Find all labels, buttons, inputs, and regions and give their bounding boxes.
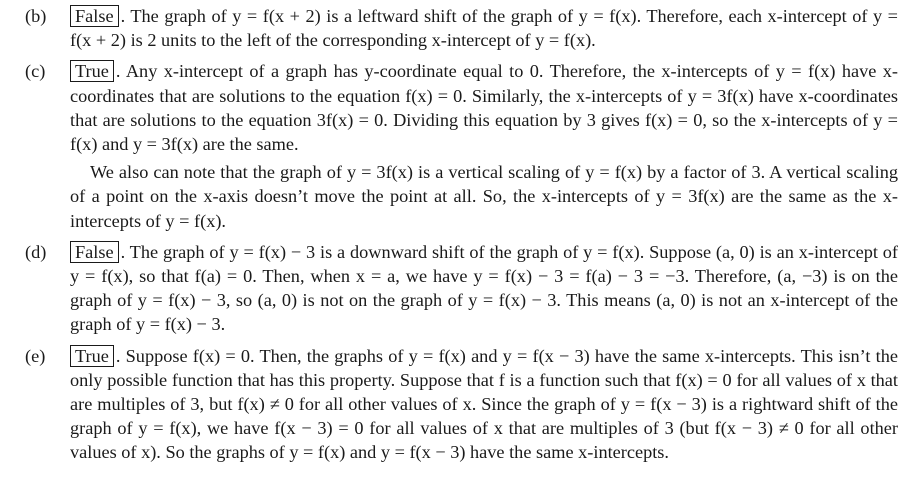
solution-c [8,59,898,232]
solution-d [8,240,898,337]
item-label: (c) [25,61,46,82]
answer-box: False [70,241,119,263]
solution-text: . Any x-intercept of a graph has y-coordinate equal to 0. Therefore, the x-intercepts of y = f(x) have x-coordinates that are solutions to the equation f(x) = 0. Similarly, the x-intercepts of y = 3f(x) have x-coordinates that are solutions to the equation 3f(x) = 0. Dividing this equation by 3 gives f(x) = 0, so the x-intercepts of y = f(x) and y = 3f(x) are the same. [70,61,898,155]
solution-paragraph [70,59,898,156]
item-label: (d) [25,241,47,262]
solution-paragraph [70,240,898,337]
solution-b [8,4,898,52]
answer-box: True [70,60,114,82]
answer-box: False [70,5,119,27]
answer-box: True [70,345,114,367]
solution-text: . Suppose f(x) = 0. Then, the graphs of y = f(x) and y = f(x − 3) have the same x-intercepts. This isn’t the only possible function that has this property. Suppose that f is a function such that f(x) = 0 for all values of x that are multiples of 3, but f(x) ≠ 0 for all other values of x. Since the graph of y = f(x − 3) is a rightward shift of the graph of y = f(x), we have f(x − 3) = 0 for all values of x that are multiples of 3 (but f(x − 3) ≠ 0 for all other values of x). So the graphs of y = f(x) and y = f(x − 3) have the same x-intercepts. [70,345,898,463]
solution-text: . The graph of y = f(x) − 3 is a downward shift of the graph of y = f(x). Suppose (a, 0) is an x-intercept of y = f(x), so that f(a) = 0. Then, when x = a, we have y = f(x) − 3 = f(a) − 3 = −3. Therefore, (a, −3) is on the graph of y = f(x) − 3, so (a, 0) is not on the graph of y = f(x) − 3. This means (a, 0) is not an x-intercept of the graph of y = f(x) − 3. [70,241,898,335]
solution-text: . The graph of y = f(x + 2) is a leftward shift of the graph of y = f(x). Therefore, each x-intercept of y = f(x + 2) is 2 units to the left of the corresponding x-intercept of y = f(x). [70,6,898,51]
solution-paragraph [70,4,898,52]
solution-paragraph-2: We also can note that the graph of y = 3f(x) is a vertical scaling of y = f(x) by a factor of 3. A vertical scaling of a point on the x-axis doesn’t move the point at all. So, the x-intercepts of y = 3f(x) are the same as the x-intercepts of y = f(x). [70,162,898,231]
solution-paragraph [70,344,898,465]
item-label: (b) [25,6,47,26]
item-label: (e) [25,345,46,366]
solution-e [8,344,898,465]
